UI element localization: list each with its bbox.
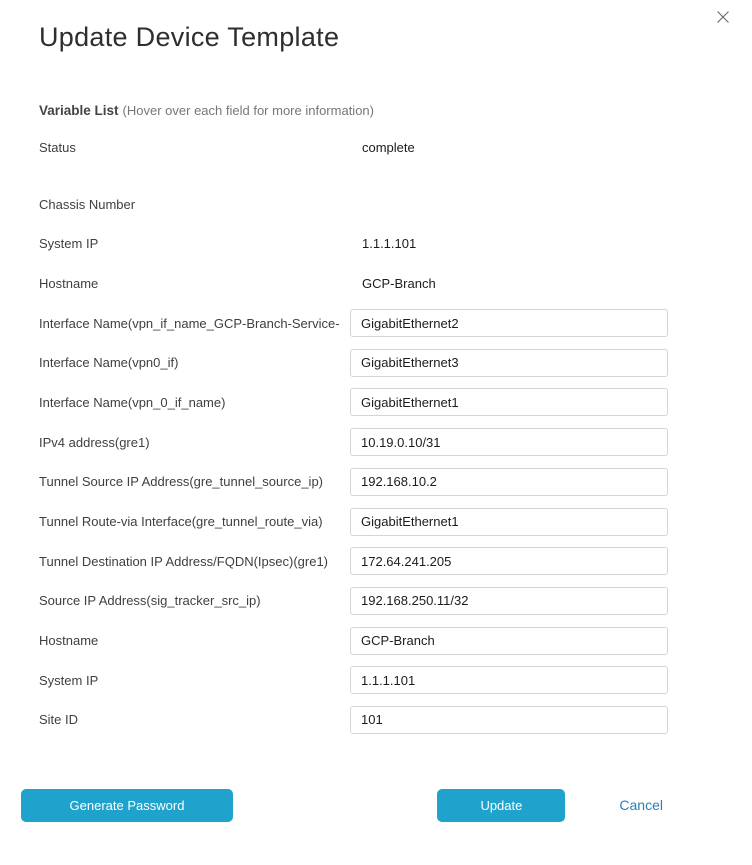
dialog-title: Update Device Template [39,22,340,52]
field-row [39,508,713,536]
field-label: Tunnel Route-via Interface(gre_tunnel_route_via) [39,514,323,529]
field-input[interactable] [350,388,668,416]
field-input[interactable] [350,309,668,337]
field-label: Interface Name(vpn_if_name_GCP-Branch-Service- [39,315,340,331]
field-label: Source IP Address(sig_tracker_src_ip) [39,593,261,609]
field-input[interactable] [350,547,668,575]
field-row [39,190,713,218]
field-label: System IP [39,236,99,252]
field-row [39,230,713,258]
field-label: Chassis Number [39,196,136,212]
field-input[interactable] [350,428,668,456]
close-icon[interactable] [712,6,734,28]
field-row [39,133,713,161]
field-input[interactable] [350,349,668,377]
field-input[interactable] [350,587,668,615]
update-button[interactable]: Update [437,789,565,822]
variable-list-hint: (Hover over each field for more information) [122,103,374,118]
field-label: Interface Name(vpn_0_if_name) [39,394,226,410]
field-value: 1.1.1.101 [362,236,417,252]
variable-list-heading: Variable List [39,103,119,118]
field-input[interactable] [350,468,668,496]
dialog-footer [21,789,713,822]
generate-password-button[interactable]: Generate Password [21,789,233,822]
field-row [39,587,713,615]
field-label: Tunnel Destination IP Address/FQDN(Ipsec)(gre1) [39,553,329,569]
x-glyph [716,10,730,24]
field-label: Tunnel Source IP Address(gre_tunnel_source_ip) [39,474,324,490]
field-label: Status [39,139,76,155]
field-input[interactable] [350,706,668,734]
field-row [39,388,713,416]
field-row [39,468,713,496]
variable-list [39,133,713,734]
field-input[interactable] [350,627,668,655]
variable-list-header [39,103,713,119]
field-input[interactable] [350,666,668,694]
field-label: Site ID [39,712,79,728]
field-row [39,706,713,734]
field-row [39,309,713,337]
field-row [39,349,713,377]
field-row [39,547,713,575]
field-label: IPv4 address(gre1) [39,434,150,450]
field-value: GCP-Branch [362,275,436,291]
cancel-link[interactable]: Cancel [619,797,663,814]
field-row [39,666,713,694]
field-label: Interface Name(vpn0_if) [39,355,179,371]
field-label: Hostname [39,275,99,291]
field-input[interactable] [350,508,668,536]
field-row [39,627,713,655]
field-label: Hostname [39,633,99,649]
field-value: complete [362,139,415,155]
field-row [39,428,713,456]
field-row [39,269,713,297]
field-label: System IP [39,672,99,688]
